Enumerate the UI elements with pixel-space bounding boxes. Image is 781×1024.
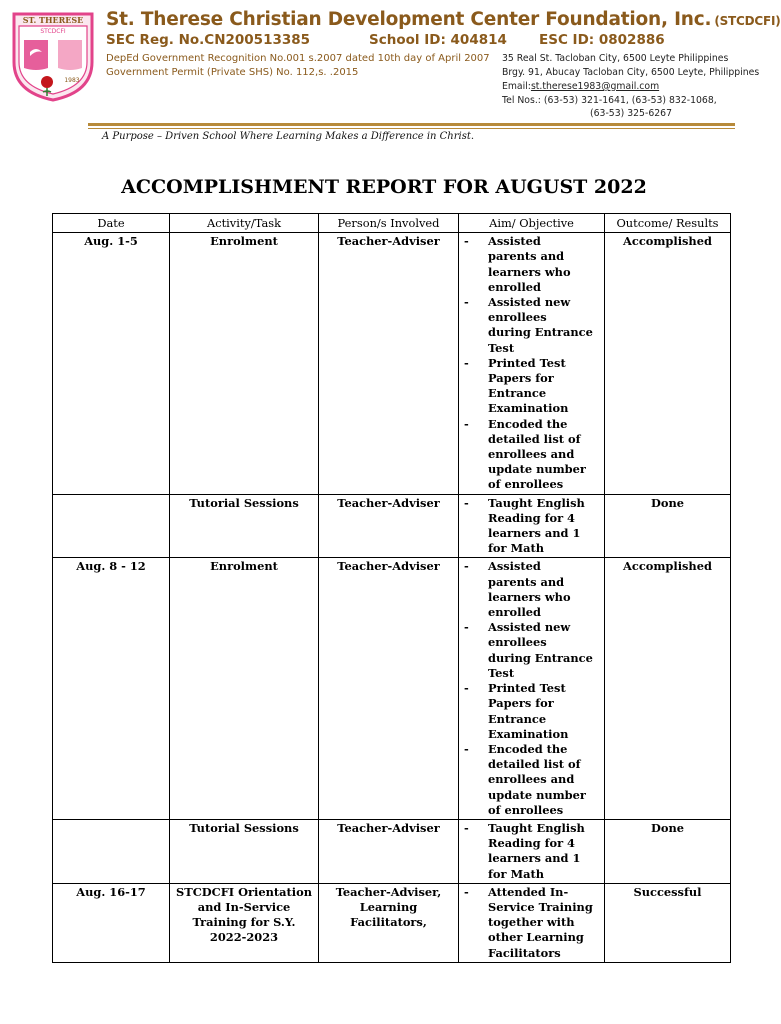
cell-activity: Enrolment [170, 233, 319, 494]
table-header-row [53, 214, 731, 233]
bullet-dash: - [464, 820, 469, 835]
aim-item [461, 295, 593, 356]
logo-bottom-text: STCDCFI [40, 28, 66, 35]
aim-text: Encoded the detailed list of enrollees and update number of enrollees [488, 416, 586, 492]
table-row [53, 233, 731, 494]
header-rule-thin [88, 128, 735, 129]
col-header-outcome: Outcome/ Results [605, 214, 731, 233]
bullet-dash: - [464, 741, 469, 756]
bullet-dash: - [464, 681, 469, 696]
cell-persons: Teacher-Adviser [319, 233, 459, 494]
aim-item [461, 356, 593, 417]
aim-list [461, 234, 601, 492]
cell-aim [459, 233, 605, 494]
logo-top-text: ST. THERESE [22, 15, 84, 25]
cell-activity: STCDCFI Orientation and In-Service Training for S.Y. 2022-2023 [170, 883, 319, 962]
bullet-dash: - [464, 416, 469, 431]
aim-text: Assisted new enrollees during Entrance Test [488, 620, 593, 680]
school-id: School ID: 404814 [369, 32, 507, 48]
cell-persons: Teacher-Adviser, Learning Facilitators, [319, 883, 459, 962]
address-1: 35 Real St. Tacloban City, 6500 Leyte Philippines [502, 53, 729, 64]
bullet-dash: - [464, 355, 469, 370]
cell-activity: Enrolment [170, 558, 319, 819]
email-link[interactable]: st.therese1983@gmail.com [530, 81, 660, 92]
aim-text: Printed Test Papers for Entrance Examination [488, 355, 569, 416]
cell-persons: Teacher-Adviser [319, 494, 459, 558]
cell-aim [459, 819, 605, 883]
deped-recognition: DepEd Government Recognition No.001 s.2007 dated 10th day of April 2007 [106, 53, 490, 64]
report-title: ACCOMPLISHMENT REPORT FOR AUGUST 2022 [121, 176, 647, 198]
col-header-date: Date [53, 214, 170, 233]
aim-item [461, 417, 593, 493]
sec-reg: SEC Reg. No.CN200513385 [106, 32, 311, 48]
address-2: Brgy. 91, Abucay Tacloban City, 6500 Leyte, Philippines [502, 67, 760, 78]
cell-activity: Tutorial Sessions [170, 819, 319, 883]
rose-icon [41, 76, 53, 88]
aim-item [461, 559, 593, 620]
aim-item [461, 821, 593, 882]
aim-text: Printed Test Papers for Entrance Examination [488, 681, 569, 741]
table-row [53, 819, 731, 883]
bullet-dash: - [464, 234, 469, 249]
bullet-dash: - [464, 295, 469, 310]
aim-item [461, 681, 593, 742]
aim-list [461, 821, 601, 882]
aim-item [461, 234, 593, 295]
org-abbr: (STCDCFI) [714, 14, 781, 28]
aim-text: Attended In-Service Training together with other Learning Facilitators [488, 884, 593, 960]
bullet-dash: - [464, 620, 469, 635]
cell-persons: Teacher-Adviser [319, 819, 459, 883]
bullet-dash: - [464, 495, 469, 510]
motto: A Purpose – Driven School Where Learning Makes a Difference in Christ. [102, 131, 475, 142]
cell-aim [459, 558, 605, 819]
logo-year: 1983 [64, 77, 80, 84]
cell-date [53, 819, 170, 883]
col-header-aim: Aim/ Objective [459, 214, 605, 233]
cell-outcome: Successful [605, 883, 731, 962]
school-logo [10, 10, 96, 102]
table-body [53, 233, 731, 963]
aim-text: Assisted parents and learners who enrolled [488, 234, 571, 294]
table-row [53, 883, 731, 962]
letterhead [0, 0, 781, 150]
cell-outcome: Done [605, 494, 731, 558]
aim-text: Taught English Reading for 4 learners and 1 for Math [488, 820, 585, 881]
bullet-dash: - [464, 884, 469, 899]
table-row [53, 494, 731, 558]
gov-permit: Government Permit (Private SHS) No. 112,s. .2015 [106, 67, 359, 78]
aim-text: Taught English Reading for 4 learners and 1 for Math [488, 495, 585, 556]
email-label: Email: [502, 81, 531, 92]
table-row [53, 558, 731, 819]
aim-item [461, 885, 593, 961]
aim-text: Assisted parents and learners who enrolled [488, 559, 571, 620]
aim-item [461, 496, 593, 557]
email-line [502, 81, 659, 92]
cell-date [53, 494, 170, 558]
esc-id: ESC ID: 0802886 [539, 32, 665, 48]
bullet-dash: - [464, 559, 469, 574]
org-name-text: St. Therese Christian Development Center Foundation, Inc. [106, 9, 712, 30]
cell-outcome: Done [605, 819, 731, 883]
cell-persons: Teacher-Adviser [319, 558, 459, 819]
cell-date: Aug. 8 - 12 [53, 558, 170, 819]
aim-list [461, 496, 601, 557]
cell-activity: Tutorial Sessions [170, 494, 319, 558]
org-name [106, 9, 781, 30]
cell-outcome: Accomplished [605, 558, 731, 819]
tel-1: Tel Nos.: (63-53) 321-1641, (63-53) 832-1068, [502, 95, 717, 106]
aim-item [461, 742, 593, 818]
tel-2: (63-53) 325-6267 [590, 108, 672, 119]
aim-text: Encoded the detailed list of enrollees and update number of enrollees [488, 741, 586, 817]
col-header-activity: Activity/Task [170, 214, 319, 233]
cell-date: Aug. 16-17 [53, 883, 170, 962]
cell-aim [459, 883, 605, 962]
header-rule [88, 123, 735, 126]
cell-date: Aug. 1-5 [53, 233, 170, 494]
col-header-persons: Person/s Involved [319, 214, 459, 233]
aim-list [461, 559, 601, 817]
aim-text: Assisted new enrollees during Entrance Test [488, 295, 593, 355]
aim-list [461, 885, 601, 961]
report-table [52, 213, 731, 963]
cell-outcome: Accomplished [605, 233, 731, 494]
aim-item [461, 620, 593, 681]
cell-aim [459, 494, 605, 558]
